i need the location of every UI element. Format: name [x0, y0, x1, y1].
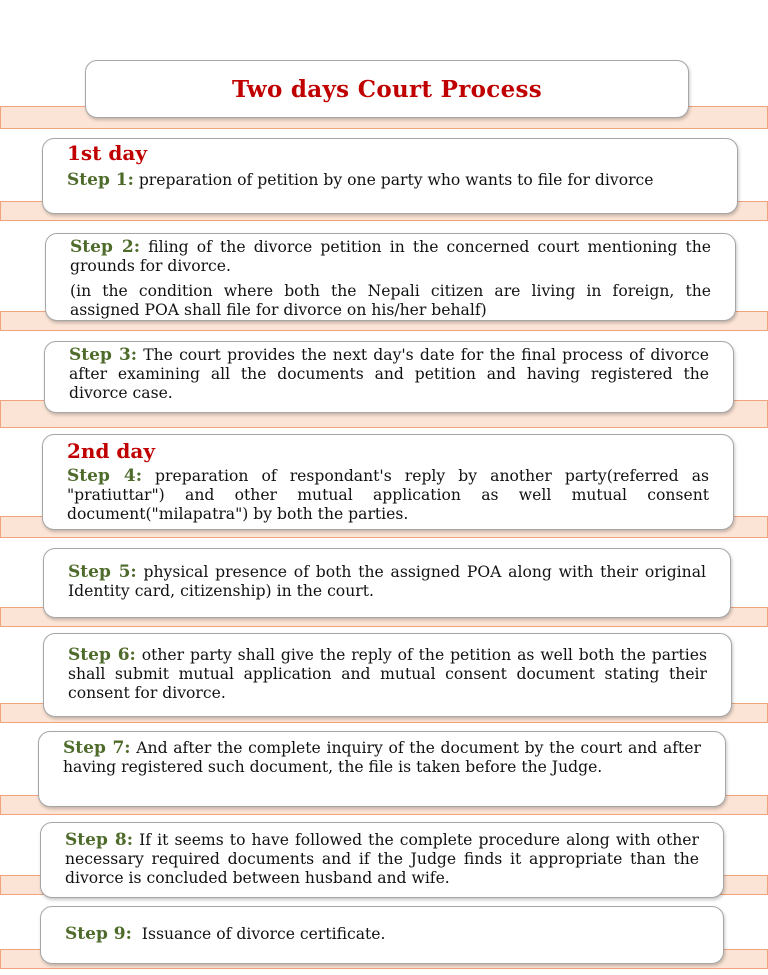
day-2-heading: 2nd day: [67, 439, 155, 463]
step-3-body: The court provides the next day's date for the final process of divorce after examining all the documents and petition and having registered the divorce case.: [69, 346, 709, 402]
step-2-text: [70, 238, 711, 276]
step-7-box: [38, 731, 726, 807]
step-3-text: [69, 346, 709, 403]
step-9-box: [40, 906, 724, 964]
step-2-box: [45, 233, 736, 321]
step-5-box: [43, 548, 731, 618]
step-5-body: physical presence of both the assigned POA along with their original Identity card, citizenship) in the court.: [68, 563, 706, 600]
day-1-heading: 1st day: [67, 141, 147, 165]
step-1-box: [42, 138, 738, 214]
step-5-text: [68, 563, 706, 601]
step-6-text: [68, 646, 707, 703]
step-8-text: [65, 831, 699, 888]
step-9-text: [65, 925, 699, 944]
step-2-note: (in the condition where both the Nepali citizen are living in foreign, the assigned POA shall file for divorce on his/her behalf): [70, 282, 711, 319]
step-1-label: Step 1:: [67, 170, 134, 190]
step-8-body: If it seems to have followed the complete procedure along with other necessary required documents and if the Judge finds it appropriate than the divorce is concluded between husband and wife.: [65, 831, 699, 887]
step-4-box: [42, 434, 734, 530]
step-7-label: Step 7:: [63, 738, 131, 758]
step-4-body: preparation of respondant's reply by another party(referred as "pratiuttar") and other mutual application as well mutual consent document("milapatra") by both the parties.: [67, 467, 709, 523]
step-8-label: Step 8:: [65, 830, 133, 850]
step-7-text: [63, 739, 701, 777]
step-4-text: [67, 467, 709, 524]
page-title: Two days Court Process: [231, 75, 543, 103]
step-2-body: filing of the divorce petition in the concerned court mentioning the grounds for divorce.: [70, 238, 711, 275]
step-3-box: [44, 341, 734, 413]
step-5-label: Step 5:: [68, 562, 137, 582]
step-3-label: Step 3:: [69, 345, 138, 365]
step-6-box: [43, 633, 732, 717]
title-box: [85, 60, 689, 118]
step-2-label: Step 2:: [70, 237, 141, 257]
step-1-text: [67, 171, 713, 190]
step-8-box: [40, 822, 724, 898]
step-9-body: Issuance of divorce certificate.: [141, 925, 386, 943]
step-6-body: other party shall give the reply of the petition as well both the parties shall submit mutual application and mutual consent document stating their consent for divorce.: [68, 646, 707, 702]
step-6-label: Step 6:: [68, 645, 136, 665]
step-7-body: And after the complete inquiry of the document by the court and after having registered such document, the file is taken before the Judge.: [63, 739, 701, 776]
step-9-label: Step 9:: [65, 924, 132, 944]
step-1-body: preparation of petition by one party who wants to file for divorce: [138, 171, 654, 189]
step-4-label: Step 4:: [67, 466, 142, 486]
